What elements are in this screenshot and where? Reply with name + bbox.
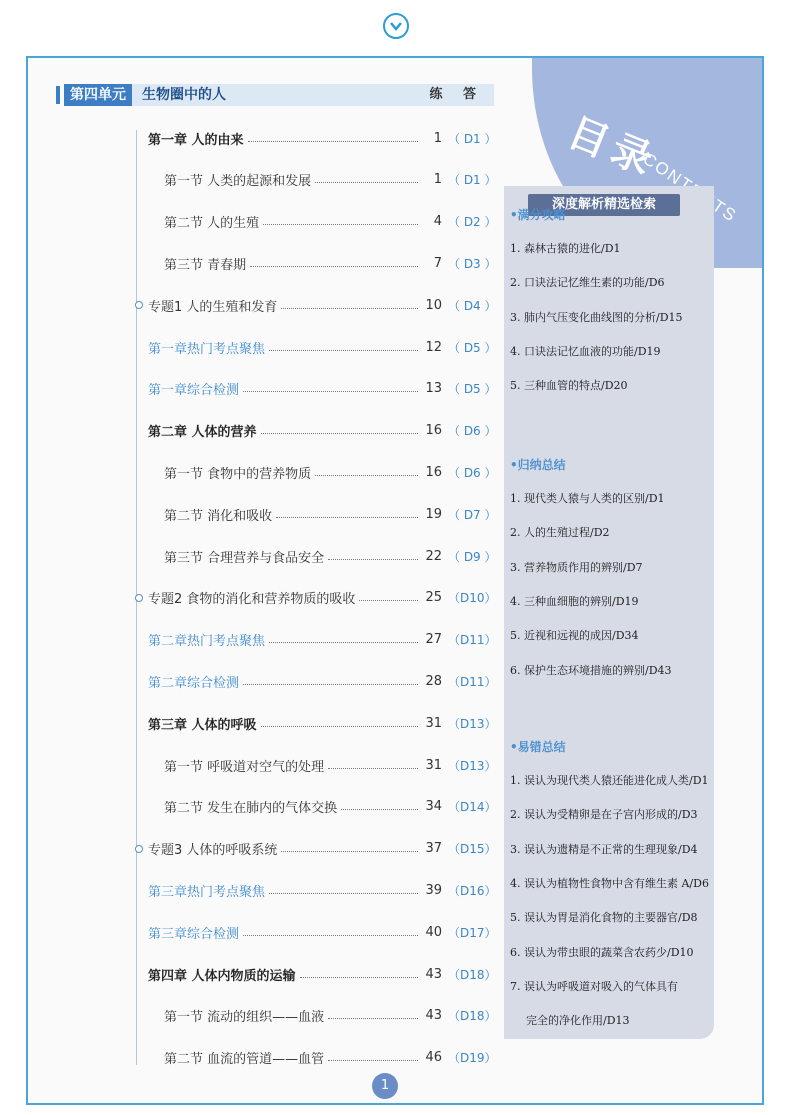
toc-row-section[interactable]	[148, 1048, 500, 1068]
toc-answer-code: （D16）	[448, 883, 497, 898]
page-number: 1	[372, 1073, 398, 1099]
dot-leader	[328, 1018, 418, 1019]
dot-leader	[269, 642, 418, 643]
dot-leader	[328, 768, 418, 769]
toc-label: 第二章热门考点聚焦	[148, 634, 266, 650]
panel-item: 5. 误认为胃是消化食物的主要器官/D8	[510, 911, 698, 925]
panel-item: 4. 误认为植物性食物中含有维生素 A/D6	[510, 876, 709, 890]
toc-label: 第四章 人体内物质的运输	[148, 968, 296, 984]
toc-answer-code: （D18）	[448, 967, 497, 982]
toc-row-section[interactable]	[148, 462, 500, 482]
panel-item: 4. 三种血细胞的辨别/D19	[510, 594, 639, 608]
toc-row-hot[interactable]	[148, 671, 500, 691]
unit-title: 生物圈中的人	[142, 87, 226, 103]
panel-title: 深度解析精选检索	[528, 194, 680, 216]
toc-row-section[interactable]	[148, 546, 500, 566]
dot-leader	[261, 433, 418, 434]
toc-row-section[interactable]	[148, 504, 500, 524]
toc-label: 第二章 人体的营养	[148, 425, 257, 441]
toc-page: 16	[425, 464, 442, 480]
toc-page: 1	[433, 172, 442, 188]
toc-answer-code: （ D6 ）	[448, 424, 497, 439]
toc-label: 专题3 人体的呼吸系统	[148, 843, 278, 859]
panel-item: 2. 人的生殖过程/D2	[510, 526, 610, 540]
toc-page: 10	[425, 297, 442, 313]
toc-page: 12	[425, 339, 442, 355]
toc-answer-code: （ D2 ）	[448, 215, 497, 230]
toc-label: 第二节 人的生殖	[164, 216, 260, 232]
dot-leader	[281, 308, 418, 309]
toc-page: 31	[425, 757, 442, 773]
unit-header	[56, 84, 494, 106]
toc-row-hot[interactable]	[148, 922, 500, 942]
dot-leader	[250, 266, 418, 267]
toc-answer-code: （ D1 ）	[448, 131, 497, 146]
toc-label: 第一节 食物中的营养物质	[164, 466, 312, 482]
unit-label: 第四单元	[64, 84, 132, 106]
circle-bullet-icon	[135, 301, 143, 309]
toc-page: 22	[425, 548, 442, 564]
toc-row-section[interactable]	[148, 170, 500, 190]
panel-item: 7. 误认为呼吸道对吸入的气体具有	[510, 979, 678, 993]
toc-label: 第二节 消化和吸收	[164, 508, 273, 524]
toc-row-section[interactable]	[148, 755, 500, 775]
toc-page: 43	[425, 1008, 442, 1024]
dot-leader	[341, 809, 418, 810]
toc-answer-code: （D13）	[448, 716, 497, 731]
toc-row-hot[interactable]	[148, 880, 500, 900]
dot-leader	[328, 1060, 418, 1061]
toc-answer-code: （ D9 ）	[448, 549, 497, 564]
toc-row-section[interactable]	[148, 1006, 500, 1026]
panel-item: 5. 近视和远视的成因/D34	[510, 629, 639, 643]
dot-leader	[243, 935, 418, 936]
dot-leader	[263, 224, 418, 225]
dot-leader	[261, 726, 418, 727]
toc-row-chapter[interactable]	[148, 128, 500, 148]
dot-leader	[300, 977, 418, 978]
toc-page: 19	[425, 506, 442, 522]
dot-leader	[269, 893, 418, 894]
dot-leader	[243, 684, 418, 685]
toc-page: 28	[425, 673, 442, 689]
panel-item: 2. 误认为受精卵是在子宫内形成的/D3	[510, 808, 698, 822]
panel-item: 6. 保护生态环境措施的辨别/D43	[510, 663, 672, 677]
toc-label: 第一章 人的由来	[148, 132, 244, 148]
panel-item: 1. 现代类人猿与人类的区别/D1	[510, 492, 665, 505]
toc-answer-code: （D11）	[448, 674, 497, 689]
dot-leader	[328, 559, 418, 560]
toc-page: 13	[425, 381, 442, 397]
panel-category: •易错总结	[510, 740, 566, 754]
toc-row-section[interactable]	[148, 797, 500, 817]
toc-row-special[interactable]	[148, 295, 500, 315]
toc-answer-code: （D14）	[448, 800, 497, 815]
toc-label: 第三章 人体的呼吸	[148, 717, 257, 733]
unit-title-bar	[132, 84, 494, 106]
toc-label: 第一章综合检测	[148, 383, 240, 399]
toc-label: 第二章综合检测	[148, 675, 240, 691]
toc-label: 第一节 流动的组织——血液	[164, 1010, 325, 1026]
toc-label: 第二节 发生在肺内的气体交换	[164, 801, 338, 817]
toc-row-chapter[interactable]	[148, 421, 500, 441]
toc-label: 专题2 食物的消化和营养物质的吸收	[148, 592, 356, 608]
toc-label: 专题1 人的生殖和发育	[148, 299, 278, 315]
panel-item: 1. 误认为现代类人猿还能进化成人类/D1	[510, 774, 709, 787]
panel-item: 完全的净化作用/D13	[526, 1014, 630, 1028]
toc-row-special[interactable]	[148, 839, 500, 859]
toc-answer-code: （ D5 ）	[448, 382, 497, 397]
toc-label: 第一节 人类的起源和发展	[164, 174, 312, 190]
panel-item: 3. 营养物质作用的辨别/D7	[510, 560, 643, 574]
dot-leader	[269, 350, 418, 351]
dot-leader	[243, 391, 418, 392]
toc-answer-code: （D17）	[448, 925, 497, 940]
toc-page: 40	[425, 924, 442, 940]
toc-row-special[interactable]	[148, 588, 500, 608]
dot-leader	[281, 851, 418, 852]
panel-item: 3. 误认为遗精是不正常的生理现象/D4	[510, 842, 698, 856]
toc-row-chapter[interactable]	[148, 964, 500, 984]
toc-answer-code: （D18）	[448, 1009, 497, 1024]
toc-row-chapter[interactable]	[148, 713, 500, 733]
toc-label: 第三节 合理营养与食品安全	[164, 550, 325, 566]
toc-page: 31	[425, 715, 442, 731]
toc-answer-code: （ D6 ）	[448, 465, 497, 480]
panel-category: •归纳总结	[510, 458, 566, 472]
toc-answer-code: （D11）	[448, 633, 497, 648]
toc-page: 39	[425, 882, 442, 898]
dot-leader	[315, 182, 418, 183]
toc-answer-code: （D15）	[448, 842, 497, 857]
toc-answer-code: （ D3 ）	[448, 256, 497, 271]
toc-page: 37	[425, 841, 442, 857]
unit-marker	[56, 86, 60, 104]
toc-row-section[interactable]	[148, 253, 500, 273]
toc-answer-code: （D10）	[448, 591, 497, 606]
toc-page: 46	[425, 1050, 442, 1066]
index-panel	[504, 186, 714, 1039]
toc-answer-code: （ D1 ）	[448, 173, 497, 188]
toc-answer-code: （ D4 ）	[448, 298, 497, 313]
panel-item: 1. 森林古猿的进化/D1	[510, 242, 621, 255]
dot-leader	[248, 141, 418, 142]
toc-label: 第三章热门考点聚焦	[148, 884, 266, 900]
toc-page: 1	[433, 130, 442, 146]
toc-label: 第三章综合检测	[148, 926, 240, 942]
toc-label: 第一节 呼吸道对空气的处理	[164, 759, 325, 775]
dot-leader	[315, 475, 418, 476]
circle-bullet-icon	[135, 845, 143, 853]
answer-label: 练 答	[429, 87, 484, 102]
toc-page: 34	[425, 799, 442, 815]
toc-label: 第二节 血流的管道——血管	[164, 1052, 325, 1068]
toc-answer-code: （ D5 ）	[448, 340, 497, 355]
toc-answer-code: （ D7 ）	[448, 507, 497, 522]
panel-item: 2. 口诀法记忆维生素的功能/D6	[510, 276, 665, 290]
contents-title: 目录	[561, 109, 664, 187]
toc-page: 16	[425, 423, 442, 439]
toc-answer-code: （D13）	[448, 758, 497, 773]
dot-leader	[276, 517, 418, 518]
toc-row-section[interactable]	[148, 212, 500, 232]
panel-category: •满分攻略	[510, 208, 566, 222]
toc-label: 第一章热门考点聚焦	[148, 341, 266, 357]
dot-leader	[359, 600, 418, 601]
toc-row-hot[interactable]	[148, 337, 500, 357]
panel-item: 4. 口诀法记忆血液的功能/D19	[510, 344, 661, 358]
panel-item: 6. 误认为带虫眼的蔬菜含农药少/D10	[510, 945, 694, 959]
toc-page: 4	[433, 214, 442, 230]
toc-row-hot[interactable]	[148, 630, 500, 650]
panel-item: 3. 肺内气压变化曲线图的分析/D15	[510, 310, 683, 324]
toc-page: 25	[425, 590, 442, 606]
toc-page: 43	[425, 966, 442, 982]
toc-row-hot[interactable]	[148, 379, 500, 399]
chevron-down-icon	[383, 13, 409, 39]
panel-item: 5. 三种血管的特点/D20	[510, 379, 628, 393]
toc-page: 7	[433, 255, 442, 271]
circle-bullet-icon	[135, 594, 143, 602]
page-frame	[26, 56, 764, 1105]
toc-answer-code: （D19）	[448, 1051, 497, 1066]
toc-label: 第三节 青春期	[164, 257, 247, 273]
toc-page: 27	[425, 632, 442, 648]
